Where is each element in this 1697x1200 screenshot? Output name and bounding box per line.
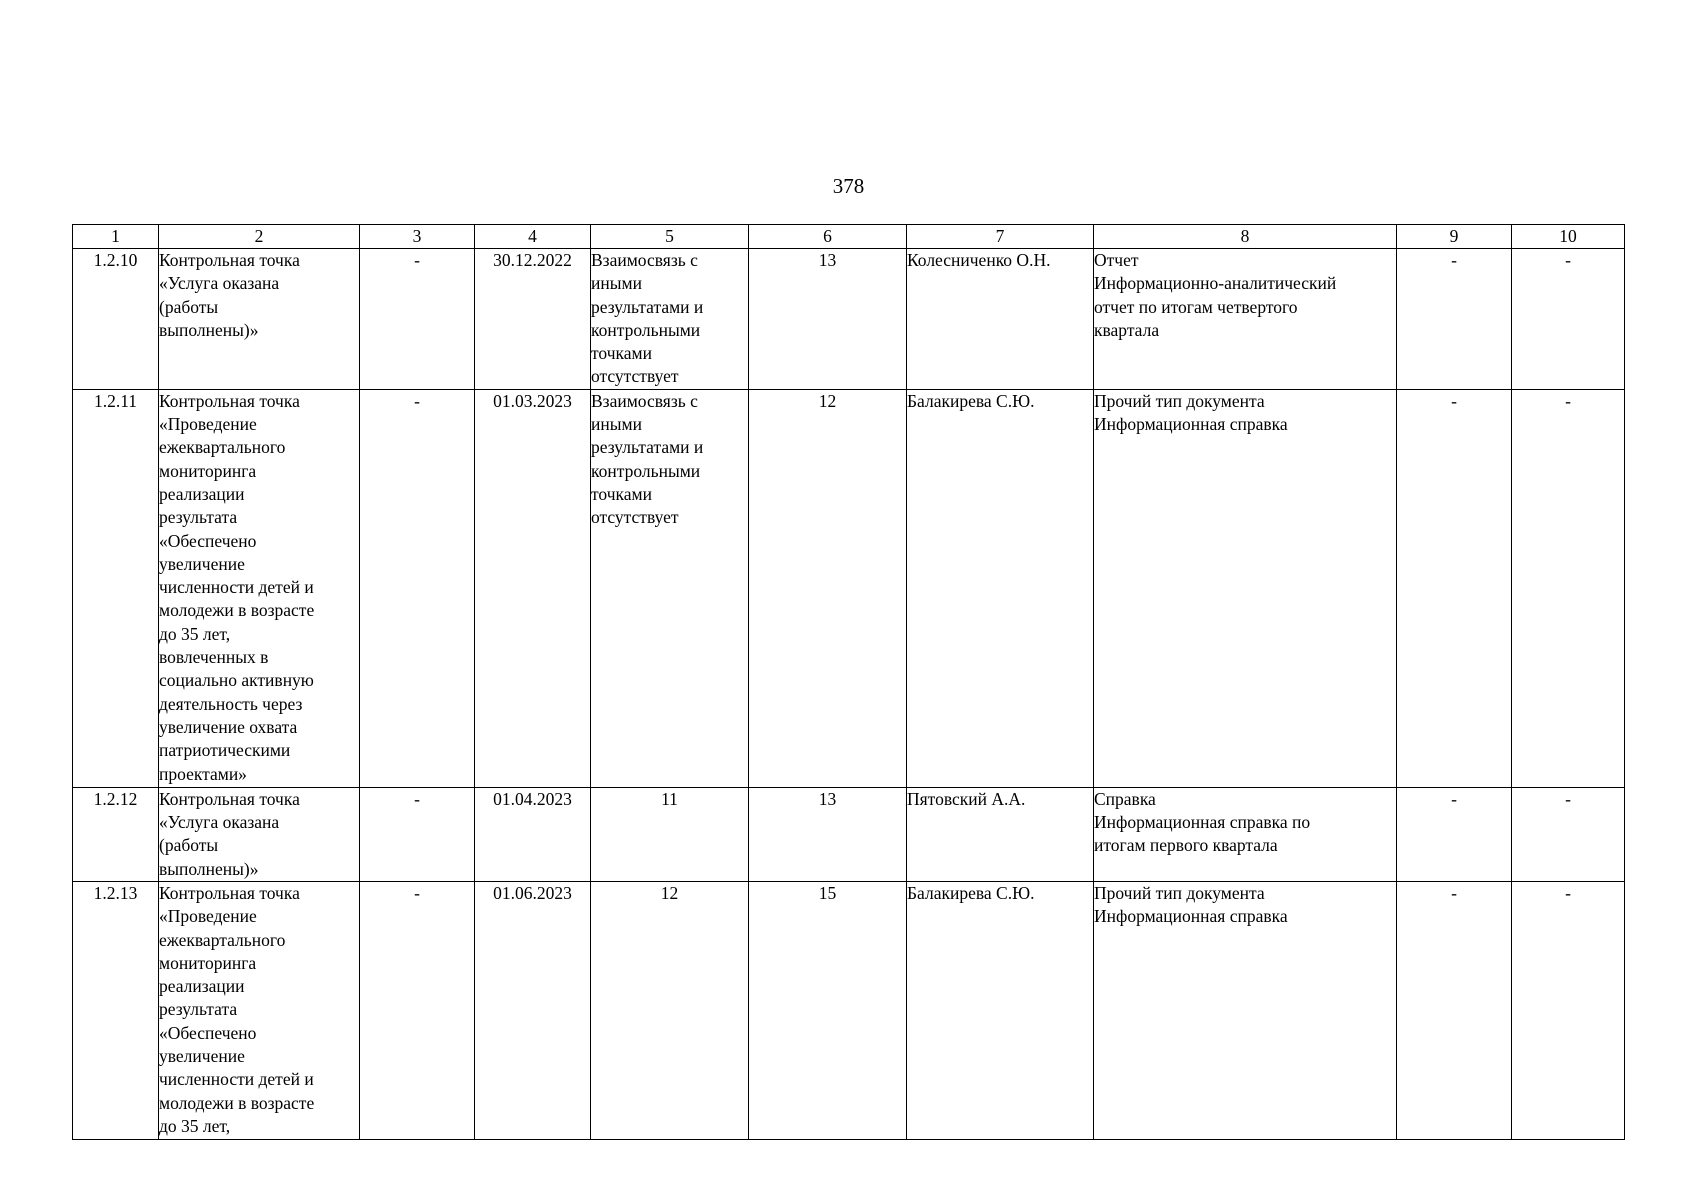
control-point-name-line: до 35 лет, — [159, 1115, 231, 1136]
column-header: 10 — [1512, 225, 1625, 249]
control-point-name-line: «Услуга оказана — [159, 273, 280, 294]
relationship-line: 12 — [660, 882, 679, 903]
column-6-value: 13 — [749, 787, 907, 881]
relationship-line: точками — [591, 343, 652, 364]
control-point-name-line: «Обеспечено — [159, 1022, 257, 1043]
relationship-line: результатами и — [591, 437, 704, 458]
control-point-name-line: численности детей и — [159, 577, 314, 598]
document-type-line: Информационная справка — [1094, 906, 1288, 927]
page-number: 378 — [832, 174, 865, 198]
responsible-person: Балакирева С.Ю. — [907, 389, 1094, 787]
column-10-value: - — [1512, 389, 1625, 787]
control-point-name-line: (работы — [159, 835, 219, 856]
column-9-value: - — [1397, 787, 1512, 881]
document-type-line: итогам первого квартала — [1094, 835, 1278, 856]
relationship-line: иными — [591, 273, 642, 294]
column-6-value: 13 — [749, 249, 907, 390]
control-point-name-line: Контрольная точка — [159, 250, 300, 270]
responsible-person: Колесниченко О.Н. — [907, 249, 1094, 390]
control-point-name — [159, 881, 360, 1139]
column-number-row — [73, 225, 1625, 249]
control-point-name-line: ежеквартального — [159, 437, 286, 458]
column-10-value: - — [1512, 787, 1625, 881]
control-point-name-line: деятельность через — [159, 693, 303, 714]
column-9-value: - — [1397, 389, 1512, 787]
responsible-person: Пятовский А.А. — [907, 787, 1094, 881]
column-header: 2 — [159, 225, 360, 249]
control-point-name-line: выполнены)» — [159, 319, 259, 340]
column-10-value: - — [1512, 249, 1625, 390]
control-point-name-line: увеличение — [159, 1046, 245, 1067]
document-type — [1094, 249, 1397, 390]
row-number: 1.2.11 — [73, 389, 159, 787]
control-point-name-line: реализации — [159, 483, 245, 504]
control-point-name — [159, 249, 360, 390]
document-type-line: Информационная справка — [1094, 414, 1288, 435]
document-type — [1094, 389, 1397, 787]
column-3-value: - — [360, 787, 475, 881]
relationship-line: точками — [591, 483, 652, 504]
column-header: 6 — [749, 225, 907, 249]
row-number: 1.2.10 — [73, 249, 159, 390]
control-point-name-line: «Проведение — [159, 414, 257, 435]
control-point-name — [159, 389, 360, 787]
document-type-line: Информационная справка по — [1094, 812, 1311, 833]
relationship-line: Взаимосвязь с — [591, 250, 698, 270]
relationship — [591, 881, 749, 1139]
relationship-line: отсутствует — [591, 366, 679, 387]
control-point-name-line: молодежи в возрасте — [159, 600, 315, 621]
relationship-line: иными — [591, 414, 642, 435]
table-row — [73, 881, 1625, 1139]
relationship-line: 11 — [661, 788, 678, 809]
relationship-line: Взаимосвязь с — [591, 390, 698, 411]
control-point-name-line: «Услуга оказана — [159, 812, 280, 833]
responsible-person: Балакирева С.Ю. — [907, 881, 1094, 1139]
control-point-name-line: вовлеченных в — [159, 647, 269, 668]
control-point-name-line: Контрольная точка — [159, 390, 300, 411]
column-3-value: - — [360, 389, 475, 787]
due-date: 01.04.2023 — [475, 787, 591, 881]
relationship — [591, 389, 749, 787]
control-point-name-line: результата — [159, 999, 238, 1020]
control-point-name-line: патриотическими — [159, 740, 291, 761]
control-point-name-line: увеличение охвата — [159, 716, 298, 737]
column-header: 8 — [1094, 225, 1397, 249]
control-point-name-line: «Проведение — [159, 906, 257, 927]
column-header: 1 — [73, 225, 159, 249]
column-header: 4 — [475, 225, 591, 249]
document-type-line: Отчет — [1094, 250, 1139, 270]
column-10-value: - — [1512, 881, 1625, 1139]
control-point-name-line: до 35 лет, — [159, 623, 231, 644]
column-6-value: 15 — [749, 881, 907, 1139]
document-type-line: отчет по итогам четвертого — [1094, 296, 1298, 317]
due-date: 30.12.2022 — [475, 249, 591, 390]
document-type-line: Прочий тип документа — [1094, 390, 1265, 411]
control-point-name-line: результата — [159, 507, 238, 528]
control-point-name-line: Контрольная точка — [159, 882, 300, 903]
column-9-value: - — [1397, 881, 1512, 1139]
column-3-value: - — [360, 249, 475, 390]
control-point-name-line: (работы — [159, 296, 219, 317]
document-type — [1094, 787, 1397, 881]
document-type-line: Прочий тип документа — [1094, 882, 1265, 903]
table-row — [73, 249, 1625, 390]
control-point-name-line: проектами» — [159, 763, 247, 784]
due-date: 01.06.2023 — [475, 881, 591, 1139]
relationship — [591, 787, 749, 881]
column-header: 3 — [360, 225, 475, 249]
control-point-name-line: увеличение — [159, 553, 245, 574]
control-points-table — [72, 224, 1625, 1140]
control-point-name-line: молодежи в возрасте — [159, 1092, 315, 1113]
column-header: 7 — [907, 225, 1094, 249]
due-date: 01.03.2023 — [475, 389, 591, 787]
control-point-name-line: ежеквартального — [159, 929, 286, 950]
row-number: 1.2.13 — [73, 881, 159, 1139]
document-type — [1094, 881, 1397, 1139]
relationship-line: отсутствует — [591, 507, 679, 528]
table-row — [73, 787, 1625, 881]
control-point-name-line: выполнены)» — [159, 858, 259, 879]
relationship-line: результатами и — [591, 296, 704, 317]
control-point-name-line: социально активную — [159, 670, 314, 691]
column-6-value: 12 — [749, 389, 907, 787]
column-header: 5 — [591, 225, 749, 249]
control-point-name-line: реализации — [159, 976, 245, 997]
column-9-value: - — [1397, 249, 1512, 390]
control-point-name-line: «Обеспечено — [159, 530, 257, 551]
relationship-line: контрольными — [591, 460, 701, 481]
control-point-name-line: мониторинга — [159, 952, 257, 973]
document-type-line: Справка — [1094, 788, 1156, 809]
table-row — [73, 389, 1625, 787]
control-point-name-line: мониторинга — [159, 460, 257, 481]
row-number: 1.2.12 — [73, 787, 159, 881]
control-point-name — [159, 787, 360, 881]
relationship — [591, 249, 749, 390]
control-point-name-line: Контрольная точка — [159, 788, 300, 809]
column-3-value: - — [360, 881, 475, 1139]
document-type-line: квартала — [1094, 319, 1160, 340]
control-point-name-line: численности детей и — [159, 1069, 314, 1090]
column-header: 9 — [1397, 225, 1512, 249]
relationship-line: контрольными — [591, 319, 701, 340]
document-type-line: Информационно-аналитический — [1094, 273, 1337, 294]
